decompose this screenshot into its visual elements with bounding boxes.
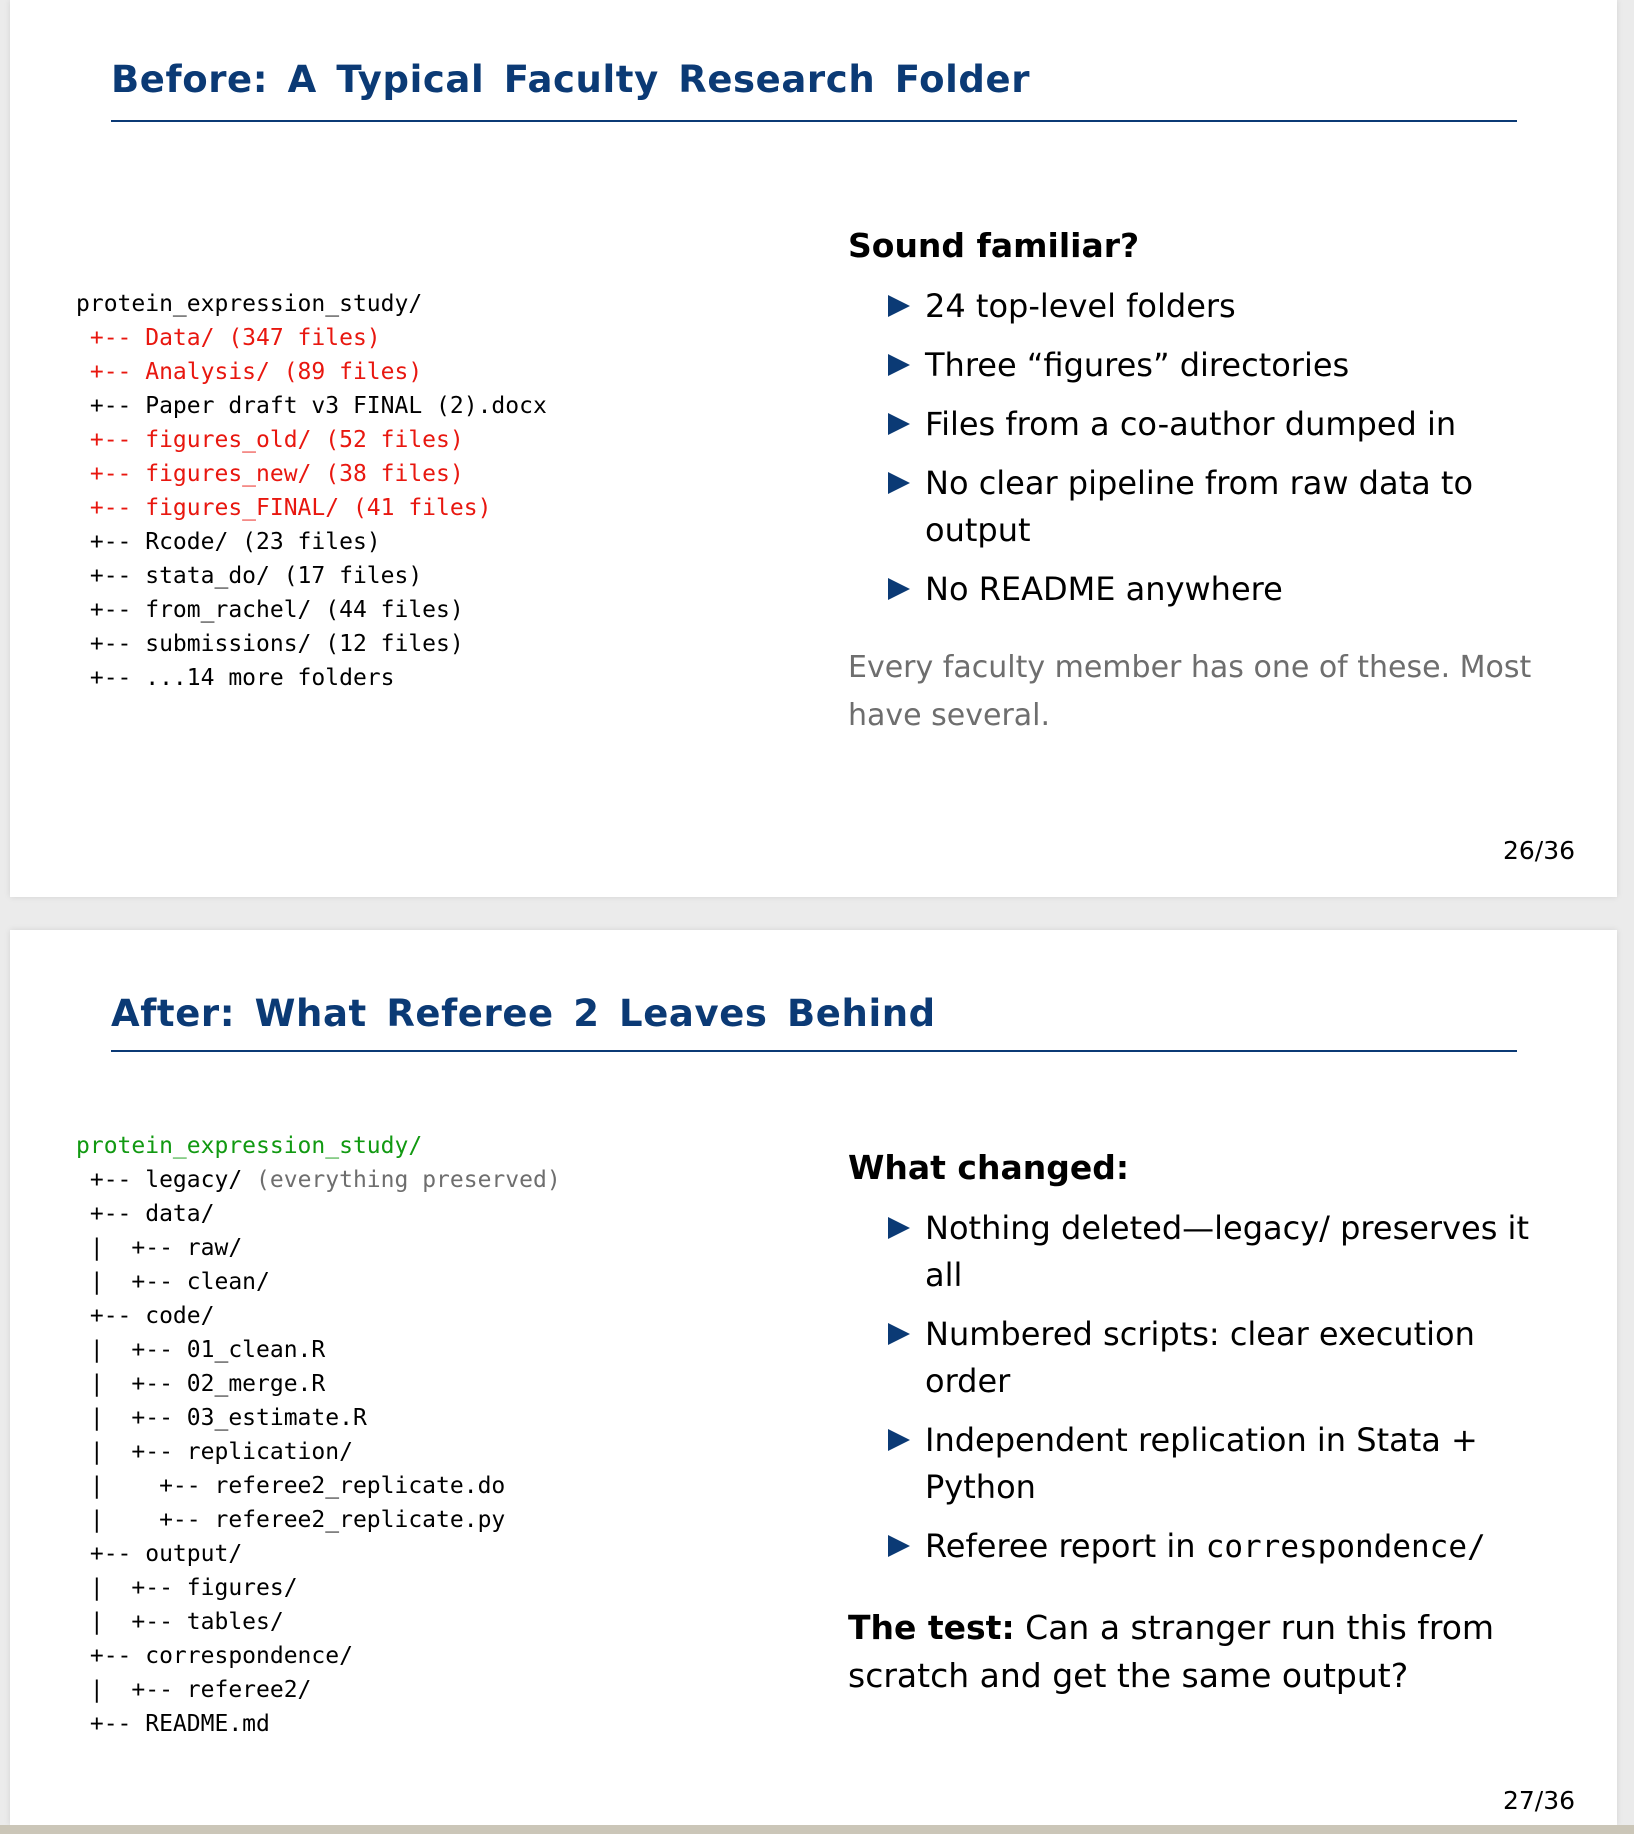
tree-line: | +-- figures/ bbox=[76, 1575, 298, 1601]
tree-line: | +-- clean/ bbox=[76, 1269, 270, 1295]
tree-line: | +-- referee2_replicate.do bbox=[76, 1473, 506, 1499]
tree-line: +-- figures_old/ (52 files) bbox=[76, 427, 464, 453]
triangle-bullet-icon bbox=[888, 1217, 910, 1239]
page-number: 26/36 bbox=[1502, 836, 1575, 865]
bullet-item bbox=[848, 1417, 1548, 1511]
slide-title: Before: A Typical Faculty Research Folder bbox=[111, 58, 1031, 101]
bullet-item bbox=[848, 1205, 1548, 1299]
tree-line: +-- correspondence/ bbox=[76, 1643, 353, 1669]
tree-line: +-- figures_new/ (38 files) bbox=[76, 461, 464, 487]
bullet-item bbox=[848, 401, 1548, 448]
triangle-bullet-icon bbox=[888, 1429, 910, 1451]
triangle-bullet-icon bbox=[888, 578, 910, 600]
triangle-bullet-icon bbox=[888, 1323, 910, 1345]
tree-line: +-- Data/ (347 files) bbox=[76, 325, 381, 351]
slide-after bbox=[10, 930, 1617, 1825]
tree-line: | +-- raw/ bbox=[76, 1235, 243, 1261]
bullet-code: correspondence/ bbox=[1205, 1529, 1486, 1565]
tree-line: +-- output/ bbox=[76, 1541, 243, 1567]
bullet-item bbox=[848, 1311, 1548, 1405]
triangle-bullet-icon bbox=[888, 295, 910, 317]
triangle-bullet-icon bbox=[888, 472, 910, 494]
closing-note: Every faculty member has one of these. Most have several. bbox=[848, 650, 1532, 733]
viewer-bottom-bar bbox=[0, 1825, 1634, 1834]
page-number: 27/36 bbox=[1502, 1786, 1575, 1815]
bullet-text: Independent replication in Stata + Python bbox=[925, 1421, 1478, 1506]
tree-line: +-- Rcode/ (23 files) bbox=[76, 529, 381, 555]
tree-line: +-- code/ bbox=[76, 1303, 215, 1329]
bullet-text: No README anywhere bbox=[925, 570, 1283, 608]
tree-line: +-- ...14 more folders bbox=[76, 665, 395, 691]
triangle-bullet-icon bbox=[888, 413, 910, 435]
bullet-list bbox=[848, 283, 1548, 625]
tree-line-text: +-- legacy/ bbox=[76, 1167, 243, 1193]
bullet-text: Nothing deleted—legacy/ preserves it all bbox=[925, 1209, 1529, 1294]
bullet-list bbox=[848, 1205, 1548, 1583]
bullet-item bbox=[848, 342, 1548, 389]
bullet-item bbox=[848, 1523, 1548, 1571]
bullet-item bbox=[848, 283, 1548, 330]
folder-tree bbox=[76, 287, 547, 695]
slide-title: After: What Referee 2 Leaves Behind bbox=[111, 992, 936, 1035]
tree-line bbox=[76, 1163, 561, 1197]
tree-line: +-- stata_do/ (17 files) bbox=[76, 563, 423, 589]
tree-line: +-- submissions/ (12 files) bbox=[76, 631, 464, 657]
tree-line: +-- figures_FINAL/ (41 files) bbox=[76, 495, 492, 521]
tree-line: | +-- referee2_replicate.py bbox=[76, 1507, 506, 1533]
bullet-item bbox=[848, 460, 1548, 554]
title-rule bbox=[111, 120, 1517, 122]
tree-line: +-- data/ bbox=[76, 1201, 215, 1227]
tree-line: | +-- 02_merge.R bbox=[76, 1371, 326, 1397]
tree-line: | +-- 01_clean.R bbox=[76, 1337, 326, 1363]
triangle-bullet-icon bbox=[888, 1535, 910, 1557]
closing-test bbox=[848, 1604, 1548, 1700]
bullet-text: Files from a co-author dumped in bbox=[925, 405, 1457, 443]
tree-line: +-- Analysis/ (89 files) bbox=[76, 359, 423, 385]
closing-test-label: The test: bbox=[848, 1608, 1015, 1647]
tree-line: | +-- 03_estimate.R bbox=[76, 1405, 367, 1431]
tree-line: protein_expression_study/ bbox=[76, 1133, 423, 1159]
bullet-text: No clear pipeline from raw data to output bbox=[925, 464, 1474, 549]
bullet-text: 24 top-level folders bbox=[925, 287, 1236, 325]
column-heading: What changed: bbox=[848, 1148, 1130, 1187]
folder-tree bbox=[76, 1129, 561, 1741]
tree-line: | +-- replication/ bbox=[76, 1439, 353, 1465]
slide-before bbox=[10, 0, 1617, 897]
tree-line: | +-- tables/ bbox=[76, 1609, 284, 1635]
tree-line: +-- from_rachel/ (44 files) bbox=[76, 597, 464, 623]
tree-line: +-- Paper draft v3 FINAL (2).docx bbox=[76, 393, 547, 419]
column-heading: Sound familiar? bbox=[848, 226, 1140, 265]
bullet-text: Referee report in bbox=[925, 1527, 1206, 1565]
tree-line-note: (everything preserved) bbox=[256, 1167, 561, 1193]
bullet-text: Three “figures” directories bbox=[925, 346, 1350, 384]
tree-line: protein_expression_study/ bbox=[76, 291, 423, 317]
title-rule bbox=[111, 1050, 1517, 1052]
closing-test-text: Can a stranger run this from scratch and get the same output? bbox=[848, 1608, 1495, 1695]
bullet-item bbox=[848, 566, 1548, 613]
triangle-bullet-icon bbox=[888, 354, 910, 376]
tree-line: +-- README.md bbox=[76, 1711, 270, 1737]
tree-line: | +-- referee2/ bbox=[76, 1677, 312, 1703]
bullet-text: Numbered scripts: clear execution order bbox=[925, 1315, 1475, 1400]
